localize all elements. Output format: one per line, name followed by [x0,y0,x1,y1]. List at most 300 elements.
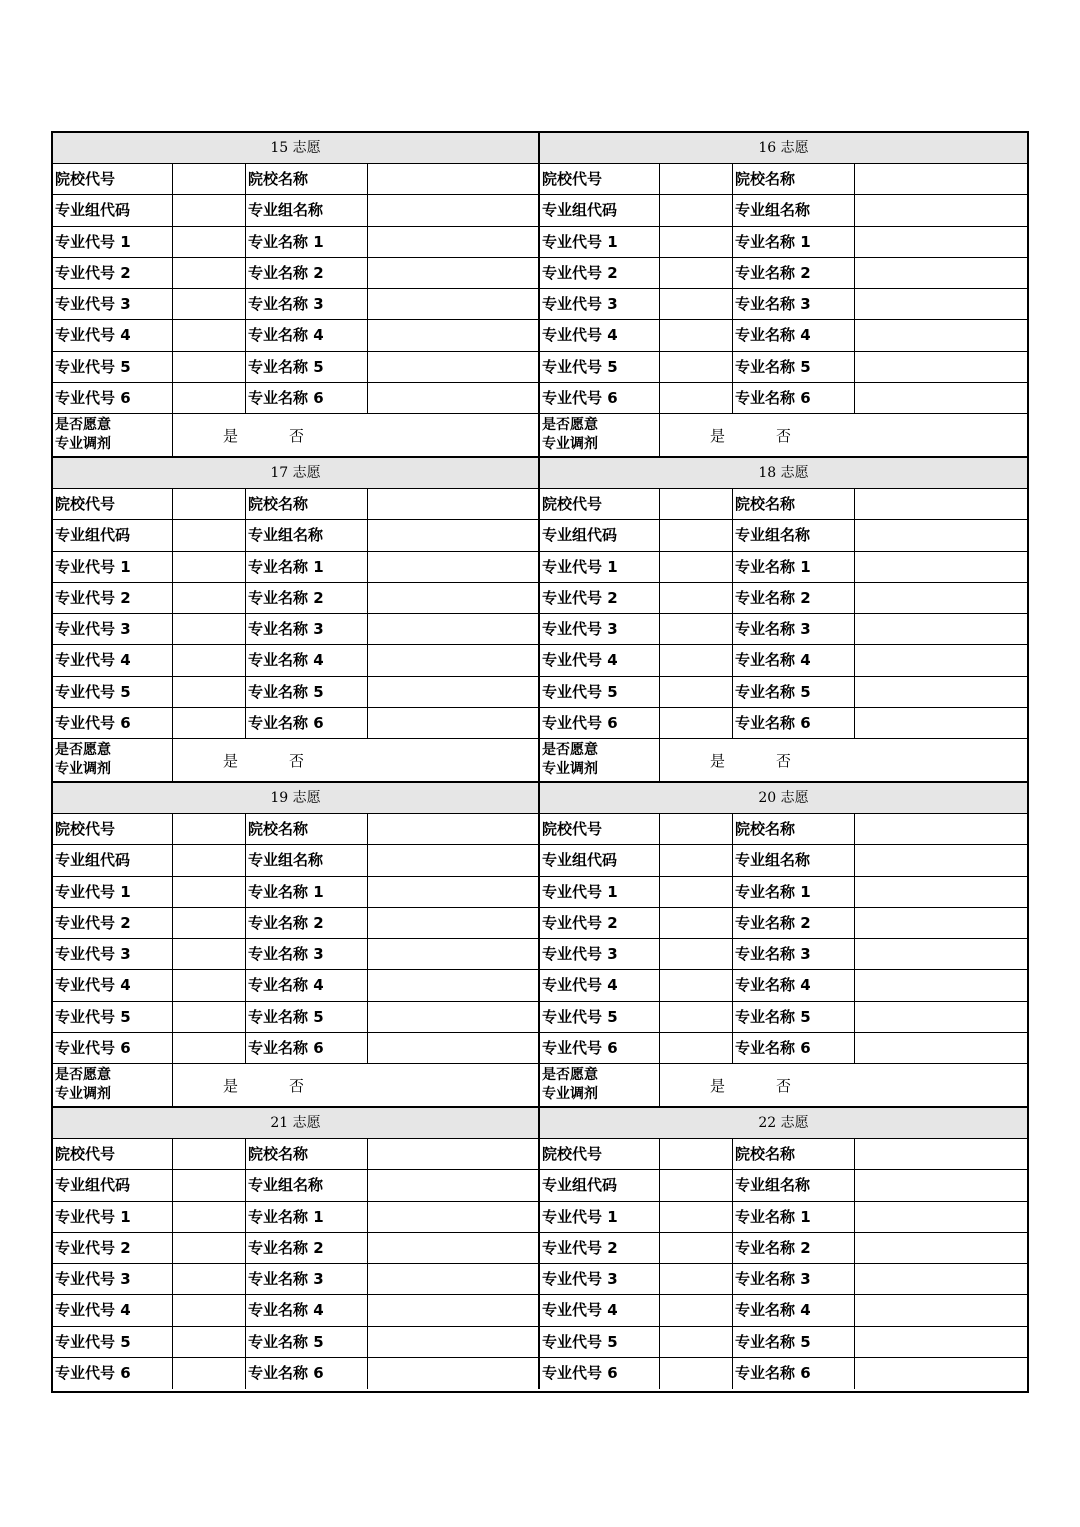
name-label: 专业组名称 [733,520,855,551]
adjust-label-line2: 专业调剂 [542,436,598,452]
code-label: 专业代号 6 [540,1358,660,1389]
code-label: 专业代号 1 [540,227,660,258]
name-input[interactable] [368,1327,540,1358]
adjust-label [53,1064,173,1108]
name-input[interactable] [368,1202,540,1233]
code-label: 专业代号 6 [53,383,173,414]
name-label: 专业名称 1 [733,1202,855,1233]
code-label: 院校代号 [53,164,173,195]
code-label: 专业代号 4 [540,970,660,1001]
name-label: 院校名称 [733,1139,855,1170]
name-input[interactable] [368,258,540,289]
code-input[interactable] [173,939,246,970]
code-label: 专业代号 3 [53,939,173,970]
code-label: 专业代号 4 [53,645,173,676]
name-input[interactable] [855,1295,1027,1326]
name-label: 院校名称 [246,489,368,520]
code-input[interactable] [660,383,733,414]
name-label: 专业名称 1 [246,877,368,908]
name-label: 专业名称 4 [246,970,368,1001]
adjust-yes-option[interactable]: 是 [710,752,726,770]
code-input[interactable] [660,1033,733,1064]
code-label: 专业代号 2 [540,908,660,939]
code-label: 专业代号 4 [540,645,660,676]
name-input[interactable] [855,1033,1027,1064]
name-label: 专业名称 2 [733,258,855,289]
name-input[interactable] [368,552,540,583]
name-input[interactable] [368,489,540,520]
name-input[interactable] [855,877,1027,908]
adjust-label-line1: 是否愿意 [542,1067,598,1083]
volunteer-title: 20 志愿 [540,783,1027,814]
code-label: 专业代号 6 [53,1358,173,1389]
name-label: 专业名称 2 [733,908,855,939]
code-label: 专业代号 3 [53,614,173,645]
adjust-label-line1: 是否愿意 [55,742,111,758]
name-input[interactable] [855,939,1027,970]
code-label: 专业代号 2 [540,1233,660,1264]
adjust-label-line2: 专业调剂 [55,1086,111,1102]
name-label: 专业名称 2 [246,1233,368,1264]
name-input[interactable] [368,320,540,351]
volunteer-title: 21 志愿 [53,1108,540,1139]
name-label: 专业组名称 [733,845,855,876]
name-input[interactable] [368,1170,540,1201]
adjust-no-option[interactable]: 否 [776,427,792,445]
name-input[interactable] [855,552,1027,583]
code-label: 专业代号 3 [540,939,660,970]
name-input[interactable] [368,164,540,195]
name-label: 专业名称 5 [246,677,368,708]
name-input[interactable] [368,195,540,226]
code-input[interactable] [660,520,733,551]
code-label: 专业代号 1 [53,227,173,258]
code-input[interactable] [173,677,246,708]
code-input[interactable] [660,489,733,520]
adjust-no-option[interactable]: 否 [776,1077,792,1095]
adjust-no-option[interactable]: 否 [289,427,305,445]
code-label: 专业代号 3 [540,289,660,320]
adjust-label [540,739,660,783]
adjust-label [53,739,173,783]
adjust-options [660,739,1027,783]
name-input[interactable] [368,970,540,1001]
code-label: 专业代号 3 [540,614,660,645]
code-input[interactable] [660,552,733,583]
name-input[interactable] [368,227,540,258]
adjust-label-line1: 是否愿意 [542,742,598,758]
name-input[interactable] [855,289,1027,320]
volunteer-block [53,1108,540,1389]
name-label: 专业名称 4 [733,320,855,351]
adjust-no-option[interactable]: 否 [776,752,792,770]
code-input[interactable] [660,583,733,614]
name-input[interactable] [855,1139,1027,1170]
adjust-options [660,414,1027,458]
code-label: 专业代号 4 [540,320,660,351]
name-label: 专业名称 1 [246,227,368,258]
name-label: 专业名称 6 [246,708,368,739]
code-label: 专业代号 2 [53,1233,173,1264]
code-label: 专业代号 5 [540,1002,660,1033]
code-input[interactable] [173,1295,246,1326]
name-input[interactable] [855,320,1027,351]
name-input[interactable] [368,708,540,739]
adjust-yes-option[interactable]: 是 [223,1077,239,1095]
code-input[interactable] [660,289,733,320]
code-input[interactable] [173,352,246,383]
code-label: 院校代号 [540,489,660,520]
name-input[interactable] [368,645,540,676]
name-label: 院校名称 [733,814,855,845]
volunteer-form-grid [51,131,1029,1393]
code-input[interactable] [173,1033,246,1064]
code-label: 专业代号 2 [53,258,173,289]
code-input[interactable] [660,195,733,226]
code-input[interactable] [660,320,733,351]
name-input[interactable] [368,1264,540,1295]
volunteer-block [540,1108,1027,1389]
adjust-yes-option[interactable]: 是 [710,427,726,445]
code-input[interactable] [173,227,246,258]
name-label: 专业名称 3 [733,289,855,320]
name-input[interactable] [368,1295,540,1326]
name-input[interactable] [855,645,1027,676]
code-label: 院校代号 [53,814,173,845]
code-label: 院校代号 [53,489,173,520]
name-label: 专业名称 5 [733,1327,855,1358]
name-label: 专业名称 4 [246,320,368,351]
name-label: 专业组名称 [733,1170,855,1201]
name-input[interactable] [855,814,1027,845]
code-label: 专业代号 1 [53,877,173,908]
name-label: 专业名称 3 [246,1264,368,1295]
volunteer-title: 22 志愿 [540,1108,1027,1139]
code-input[interactable] [173,877,246,908]
code-input[interactable] [173,614,246,645]
name-label: 专业名称 1 [733,877,855,908]
adjust-label-line2: 专业调剂 [542,761,598,777]
code-label: 专业代号 3 [53,289,173,320]
adjust-label [540,1064,660,1108]
name-label: 专业名称 4 [246,1295,368,1326]
name-input[interactable] [855,1264,1027,1295]
code-input[interactable] [660,614,733,645]
name-label: 专业名称 1 [733,227,855,258]
adjust-yes-option[interactable]: 是 [223,427,239,445]
adjust-label-line2: 专业调剂 [542,1086,598,1102]
code-label: 专业代号 4 [53,1295,173,1326]
name-label: 专业名称 1 [246,1202,368,1233]
code-label: 专业代号 5 [540,1327,660,1358]
code-input[interactable] [173,489,246,520]
name-input[interactable] [855,352,1027,383]
adjust-no-option[interactable]: 否 [289,752,305,770]
name-label: 专业组名称 [246,845,368,876]
code-input[interactable] [173,708,246,739]
name-label: 专业名称 4 [733,645,855,676]
code-label: 专业组代码 [53,520,173,551]
code-input[interactable] [173,289,246,320]
code-label: 专业代号 1 [540,552,660,583]
name-input[interactable] [368,520,540,551]
name-label: 专业名称 5 [733,677,855,708]
name-label: 专业名称 6 [733,383,855,414]
code-label: 专业代号 4 [53,320,173,351]
code-input[interactable] [173,164,246,195]
name-label: 专业名称 6 [733,1033,855,1064]
name-input[interactable] [368,583,540,614]
name-input[interactable] [855,227,1027,258]
code-input[interactable] [173,195,246,226]
code-label: 专业代号 5 [53,1327,173,1358]
code-label: 专业代号 2 [540,258,660,289]
name-input[interactable] [855,164,1027,195]
code-label: 专业代号 4 [540,1295,660,1326]
code-label: 专业代号 6 [53,1033,173,1064]
name-label: 专业名称 6 [246,1033,368,1064]
volunteer-title: 15 志愿 [53,133,540,164]
adjust-label [53,414,173,458]
name-input[interactable] [368,908,540,939]
volunteer-block [540,783,1027,1108]
name-input[interactable] [855,708,1027,739]
code-input[interactable] [173,1170,246,1201]
volunteer-block [53,458,540,783]
name-input[interactable] [368,1139,540,1170]
name-input[interactable] [855,383,1027,414]
name-input[interactable] [368,1033,540,1064]
code-input[interactable] [660,1202,733,1233]
code-input[interactable] [660,227,733,258]
name-input[interactable] [368,677,540,708]
code-input[interactable] [173,845,246,876]
name-input[interactable] [368,877,540,908]
code-label: 专业代号 2 [53,583,173,614]
name-label: 专业名称 5 [246,1002,368,1033]
adjust-no-option[interactable]: 否 [289,1077,305,1095]
name-label: 专业名称 3 [246,614,368,645]
code-label: 院校代号 [53,1139,173,1170]
code-input[interactable] [173,1327,246,1358]
name-input[interactable] [855,583,1027,614]
code-input[interactable] [660,708,733,739]
code-label: 院校代号 [540,164,660,195]
code-input[interactable] [173,520,246,551]
name-input[interactable] [855,1358,1027,1389]
code-label: 专业代号 3 [53,1264,173,1295]
code-label: 专业组代码 [540,195,660,226]
code-label: 专业代号 5 [540,352,660,383]
name-label: 专业名称 3 [246,289,368,320]
code-input[interactable] [173,1139,246,1170]
code-label: 专业代号 6 [540,708,660,739]
code-input[interactable] [173,645,246,676]
volunteer-title: 17 志愿 [53,458,540,489]
name-input[interactable] [855,1170,1027,1201]
name-input[interactable] [855,845,1027,876]
volunteer-block [540,458,1027,783]
name-label: 院校名称 [246,164,368,195]
code-input[interactable] [660,1327,733,1358]
name-label: 专业名称 5 [733,352,855,383]
name-input[interactable] [368,845,540,876]
code-input[interactable] [660,908,733,939]
code-label: 专业代号 5 [53,352,173,383]
code-label: 专业组代码 [53,845,173,876]
name-input[interactable] [855,1002,1027,1033]
name-label: 专业名称 6 [733,708,855,739]
name-label: 专业名称 3 [733,614,855,645]
name-label: 专业组名称 [733,195,855,226]
name-input[interactable] [855,195,1027,226]
name-input[interactable] [855,258,1027,289]
code-input[interactable] [173,583,246,614]
name-label: 专业组名称 [246,195,368,226]
code-label: 专业组代码 [53,1170,173,1201]
name-input[interactable] [368,939,540,970]
adjust-yes-option[interactable]: 是 [223,752,239,770]
code-label: 专业代号 6 [540,383,660,414]
volunteer-title: 18 志愿 [540,458,1027,489]
name-label: 专业名称 2 [733,1233,855,1264]
name-input[interactable] [855,970,1027,1001]
code-input[interactable] [173,814,246,845]
volunteer-block [53,133,540,458]
code-input[interactable] [660,645,733,676]
code-input[interactable] [173,1264,246,1295]
volunteer-block [53,783,540,1108]
name-input[interactable] [368,289,540,320]
name-label: 专业名称 6 [733,1358,855,1389]
name-label: 专业名称 4 [733,1295,855,1326]
code-input[interactable] [173,1202,246,1233]
adjust-label-line2: 专业调剂 [55,436,111,452]
code-input[interactable] [660,1295,733,1326]
volunteer-title: 16 志愿 [540,133,1027,164]
code-input[interactable] [660,814,733,845]
name-input[interactable] [368,1233,540,1264]
code-label: 专业代号 2 [53,908,173,939]
name-input[interactable] [855,677,1027,708]
name-label: 院校名称 [733,164,855,195]
adjust-label-line1: 是否愿意 [55,417,111,433]
code-label: 专业代号 1 [540,877,660,908]
adjust-label-line2: 专业调剂 [55,761,111,777]
name-label: 专业名称 6 [246,1358,368,1389]
name-label: 专业组名称 [246,520,368,551]
name-input[interactable] [855,489,1027,520]
code-label: 专业代号 3 [540,1264,660,1295]
code-label: 专业代号 2 [540,583,660,614]
code-input[interactable] [660,164,733,195]
code-label: 专业代号 4 [53,970,173,1001]
code-input[interactable] [660,939,733,970]
name-label: 专业名称 3 [733,1264,855,1295]
name-input[interactable] [368,1002,540,1033]
name-input[interactable] [368,614,540,645]
code-label: 专业代号 1 [540,1202,660,1233]
name-input[interactable] [368,814,540,845]
adjust-options [660,1064,1027,1108]
name-label: 专业名称 2 [246,583,368,614]
code-input[interactable] [660,1170,733,1201]
code-label: 专业组代码 [540,1170,660,1201]
code-label: 专业代号 5 [53,1002,173,1033]
volunteer-block [540,133,1027,458]
code-input[interactable] [173,383,246,414]
code-input[interactable] [660,1233,733,1264]
adjust-yes-option[interactable]: 是 [710,1077,726,1095]
name-label: 专业名称 6 [246,383,368,414]
code-label: 专业代号 6 [540,1033,660,1064]
name-input[interactable] [368,352,540,383]
name-input[interactable] [855,908,1027,939]
name-input[interactable] [855,1202,1027,1233]
adjust-options [173,1064,540,1108]
code-input[interactable] [173,1002,246,1033]
code-input[interactable] [173,258,246,289]
code-input[interactable] [173,908,246,939]
name-label: 专业名称 5 [246,352,368,383]
name-label: 专业名称 5 [246,1327,368,1358]
name-label: 专业名称 4 [246,645,368,676]
code-input[interactable] [173,970,246,1001]
name-label: 专业名称 2 [733,583,855,614]
code-input[interactable] [173,552,246,583]
name-label: 专业名称 3 [246,939,368,970]
name-input[interactable] [855,614,1027,645]
name-input[interactable] [855,520,1027,551]
code-label: 院校代号 [540,1139,660,1170]
code-label: 专业代号 5 [53,677,173,708]
code-input[interactable] [660,970,733,1001]
code-label: 专业组代码 [540,520,660,551]
name-label: 院校名称 [246,1139,368,1170]
code-label: 专业组代码 [540,845,660,876]
code-input[interactable] [660,877,733,908]
name-input[interactable] [855,1233,1027,1264]
name-label: 院校名称 [733,489,855,520]
code-input[interactable] [173,320,246,351]
code-input[interactable] [660,1002,733,1033]
name-label: 院校名称 [246,814,368,845]
name-label: 专业名称 1 [733,552,855,583]
code-input[interactable] [660,258,733,289]
volunteer-title: 19 志愿 [53,783,540,814]
code-label: 院校代号 [540,814,660,845]
code-input[interactable] [173,1358,246,1389]
name-label: 专业名称 3 [733,939,855,970]
code-label: 专业代号 1 [53,1202,173,1233]
code-input[interactable] [660,1264,733,1295]
code-label: 专业代号 5 [540,677,660,708]
code-input[interactable] [173,1233,246,1264]
code-input[interactable] [660,352,733,383]
adjust-options [173,739,540,783]
code-input[interactable] [660,1358,733,1389]
name-input[interactable] [368,383,540,414]
name-input[interactable] [855,1327,1027,1358]
adjust-label-line1: 是否愿意 [55,1067,111,1083]
name-label: 专业名称 2 [246,908,368,939]
code-input[interactable] [660,1139,733,1170]
code-input[interactable] [660,845,733,876]
name-input[interactable] [368,1358,540,1389]
adjust-label [540,414,660,458]
name-label: 专业名称 4 [733,970,855,1001]
code-input[interactable] [660,677,733,708]
